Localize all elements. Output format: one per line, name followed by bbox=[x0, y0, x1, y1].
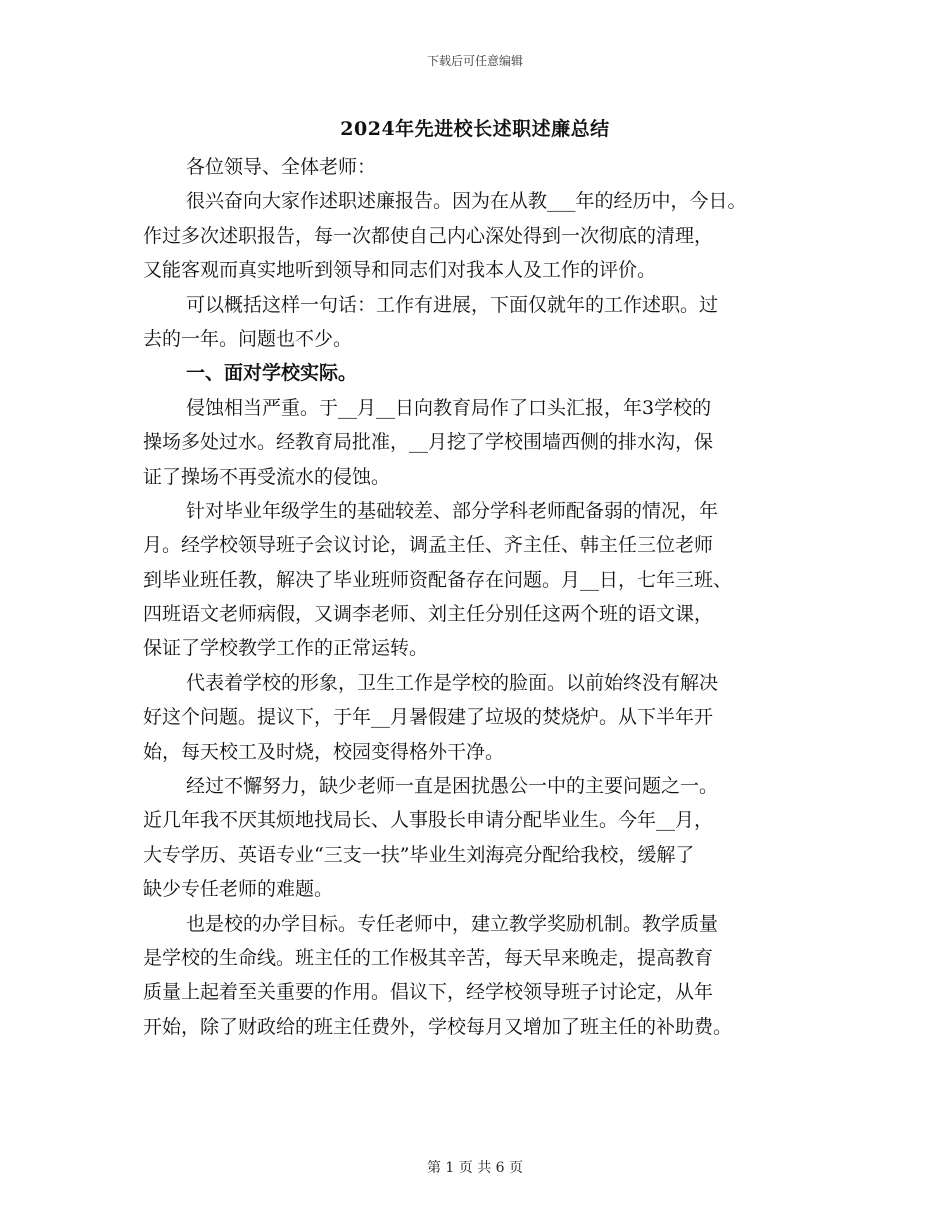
paragraph-line: 好这个问题。提议下，于年__月暑假建了垃圾的焚烧炉。从下半年开 bbox=[143, 706, 714, 729]
paragraph-line: 近几年我不厌其烦地找局长、人事股长申请分配毕业生。今年__月， bbox=[143, 809, 714, 832]
paragraph-line: 月。经学校领导班子会议讨论，调孟主任、齐主任、韩主任三位老师 bbox=[143, 534, 714, 557]
paragraph-line: 到毕业班任教，解决了毕业班师资配备存在问题。月__日，七年三班、 bbox=[143, 568, 733, 591]
header-note: 下载后可任意编辑 bbox=[426, 54, 523, 68]
paragraph-line: 针对毕业年级学生的基础较差、部分学科老师配备弱的情况，年 bbox=[186, 499, 719, 522]
paragraph-line: 操场多处过水。经教育局批准，__月挖了学校围墙西侧的排水沟，保 bbox=[143, 431, 714, 454]
paragraph-line: 始，每天校工及时烧，校园变得格外干净。 bbox=[143, 740, 505, 763]
paragraph-line: 也是校的办学目标。专任老师中，建立教学奖励机制。教学质量 bbox=[186, 912, 719, 935]
paragraph-line: 大专学历、英语专业“三支一扶”毕业生刘海亮分配给我校，缓解了 bbox=[143, 843, 695, 866]
paragraph-line: 去的一年。问题也不少。 bbox=[143, 327, 353, 350]
paragraph-line: 经过不懈努力，缺少老师一直是困扰愚公一中的主要问题之一。 bbox=[186, 775, 719, 798]
paragraph-line: 可以概括这样一句话：工作有进展，下面仅就年的工作述职。过 bbox=[186, 293, 719, 316]
paragraph-line: 开始，除了财政给的班主任费外，学校每月又增加了班主任的补助费。 bbox=[143, 1015, 733, 1038]
paragraph-line: 侵蚀相当严重。于__月__日向教育局作了口头汇报，年3学校的 bbox=[186, 396, 712, 419]
paragraph-line: 证了操场不再受流水的侵蚀。 bbox=[143, 465, 391, 488]
document-body bbox=[143, 150, 828, 1044]
salutation-line: 各位领导、全体老师： bbox=[186, 156, 377, 178]
paragraph-line: 是学校的生命线。班主任的工作极其辛苦，每天早来晚走，提高教育 bbox=[143, 946, 714, 969]
section-heading: 一、面对学校实际。 bbox=[186, 362, 358, 385]
page-number: 第 1 页 共 6 页 bbox=[426, 1160, 524, 1176]
paragraph-line: 质量上起着至关重要的作用。倡议下，经学校领导班子讨论定，从年 bbox=[143, 981, 714, 1004]
document-title: 2024年先进校长述职述廉总结 bbox=[340, 118, 610, 140]
paragraph-line: 缺少专任老师的难题。 bbox=[143, 878, 334, 901]
paragraph-line: 代表着学校的形象，卫生工作是学校的脸面。以前始终没有解决 bbox=[186, 671, 719, 694]
paragraph-line: 又能客观而真实地听到领导和同志们对我本人及工作的评价。 bbox=[143, 259, 657, 282]
paragraph-line: 很兴奋向大家作述职述廉报告。因为在从教___年的经历中，今日。 bbox=[186, 190, 747, 213]
paragraph-line: 作过多次述职报告，每一次都使自己内心深处得到一次彻底的清理， bbox=[143, 224, 714, 247]
paragraph-line: 保证了学校教学工作的正常运转。 bbox=[143, 637, 429, 660]
paragraph-line: 四班语文老师病假，又调李老师、刘主任分别任这两个班的语文课， bbox=[143, 603, 714, 626]
